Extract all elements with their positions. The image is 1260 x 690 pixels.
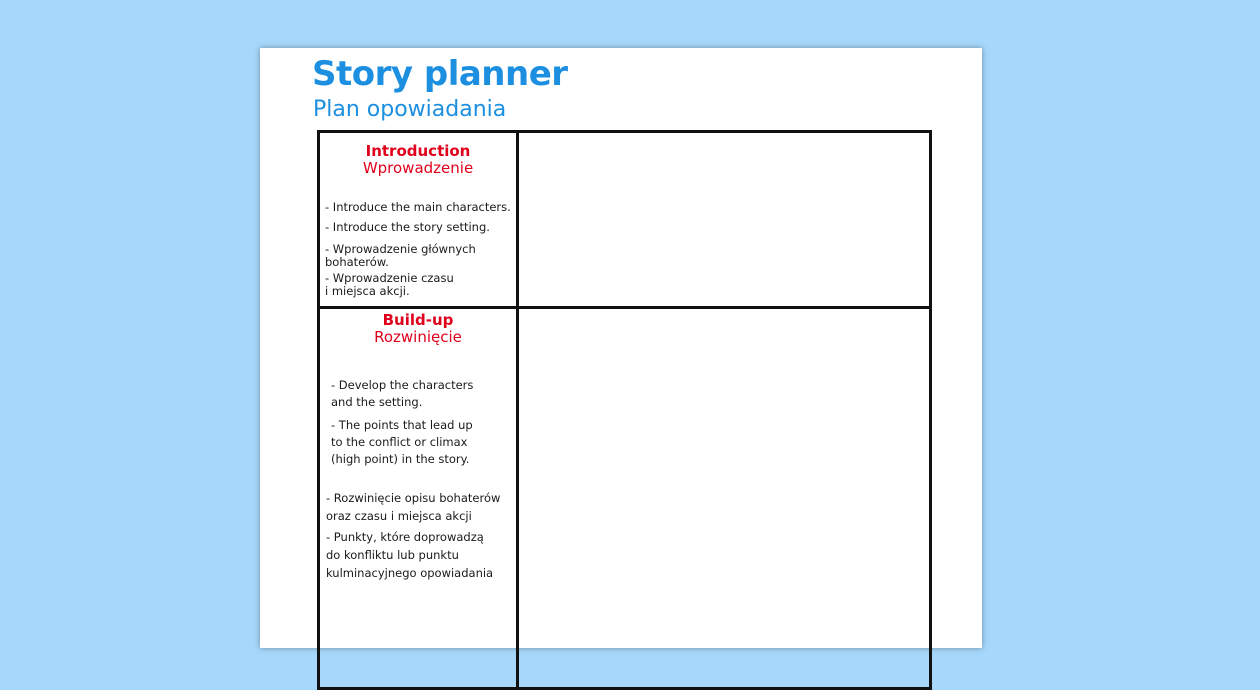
introduction-bullet-3: - Wprowadzenie głównych bohaterów. <box>325 242 476 269</box>
buildup-bullet-3: - Rozwinięcie opisu bohaterów oraz czasu i miejsca akcji <box>326 491 501 523</box>
buildup-label-cell <box>320 309 516 689</box>
worksheet-page <box>260 48 982 648</box>
planner-table <box>317 130 932 690</box>
buildup-heading-en: Build-up <box>382 311 454 329</box>
buildup-bullet-2: - The points that lead up to the conflict or climax (high point) in the story. <box>331 418 473 466</box>
introduction-heading-pl: Wprowadzenie <box>362 159 474 177</box>
buildup-bullet-4: - Punkty, które doprowadzą do konfliktu lub punktu kulminacyjnego opowiadania <box>326 530 494 580</box>
introduction-heading-en: Introduction <box>365 142 471 160</box>
introduction-writing-area[interactable] <box>519 133 929 306</box>
introduction-bullet-4: - Wprowadzenie czasu i miejsca akcji. <box>325 271 454 298</box>
buildup-heading-pl: Rozwinięcie <box>374 328 462 346</box>
buildup-heading <box>320 312 516 346</box>
buildup-writing-area[interactable] <box>519 309 929 689</box>
introduction-label-cell <box>320 133 516 306</box>
introduction-bullet-2: - Introduce the story setting. <box>325 220 490 234</box>
introduction-bullet-1: - Introduce the main characters. <box>325 200 511 214</box>
introduction-heading <box>320 143 516 177</box>
page-title: Story planner <box>312 54 568 94</box>
page-subtitle: Plan opowiadania <box>313 97 507 122</box>
buildup-bullet-1: - Develop the characters and the setting. <box>331 378 474 409</box>
